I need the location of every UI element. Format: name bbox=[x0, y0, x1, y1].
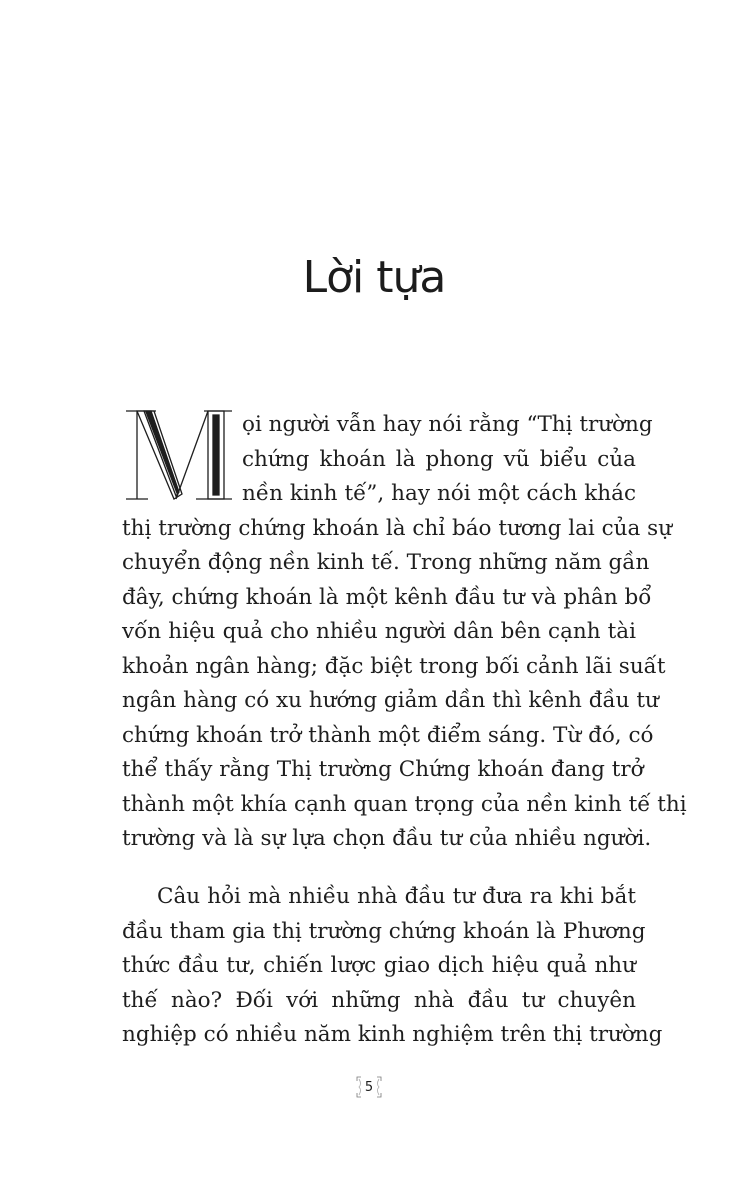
text-line: thị trường chứng khoán là chỉ báo tương lai của sự bbox=[122, 515, 673, 541]
paragraph-2 bbox=[122, 880, 663, 1053]
text-line: chứng khoán trở thành một điểm sáng. Từ đó, có bbox=[122, 722, 654, 748]
text-line: chuyển động nền kinh tế. Trong những năm gần bbox=[122, 550, 650, 575]
text-line: chứng khoán là phong vũ biểu của bbox=[242, 446, 636, 472]
text-line: thể thấy rằng Thị trường Chứng khoán đang trở bbox=[122, 757, 644, 782]
page-number bbox=[355, 1075, 383, 1099]
text-line: thế nào? Đối với những nhà đầu tư chuyên bbox=[122, 987, 636, 1013]
chapter-title: Lời tựa bbox=[302, 252, 446, 303]
text-line: nền kinh tế”, hay nói một cách khác bbox=[242, 481, 636, 506]
text-line: ọi người vẫn hay nói rằng “Thị trường bbox=[242, 412, 653, 437]
text-line: trường và là sự lựa chọn đầu tư của nhiều người. bbox=[122, 826, 652, 851]
text-line: đầu tham gia thị trường chứng khoán là Phương bbox=[122, 918, 646, 944]
text-line: thành một khía cạnh quan trọng của nền kinh tế thị bbox=[122, 791, 687, 817]
text-line: Câu hỏi mà nhiều nhà đầu tư đưa ra khi bắt bbox=[157, 884, 636, 909]
paragraph-1 bbox=[122, 408, 687, 857]
text-line: vốn hiệu quả cho nhiều người dân bên cạnh tài bbox=[122, 619, 636, 644]
page-number-label: 5 bbox=[364, 1079, 374, 1095]
text-line: ngân hàng có xu hướng giảm dần thì kênh đầu tư bbox=[122, 688, 659, 713]
text-line: đây, chứng khoán là một kênh đầu tư và phân bổ bbox=[122, 584, 652, 610]
text-line: khoản ngân hàng; đặc biệt trong bối cảnh lãi suất bbox=[122, 653, 666, 679]
text-line: nghiệp có nhiều năm kinh nghiệm trên thị trường bbox=[122, 1022, 663, 1047]
text-line: thức đầu tư, chiến lược giao dịch hiệu quả như bbox=[122, 953, 636, 978]
